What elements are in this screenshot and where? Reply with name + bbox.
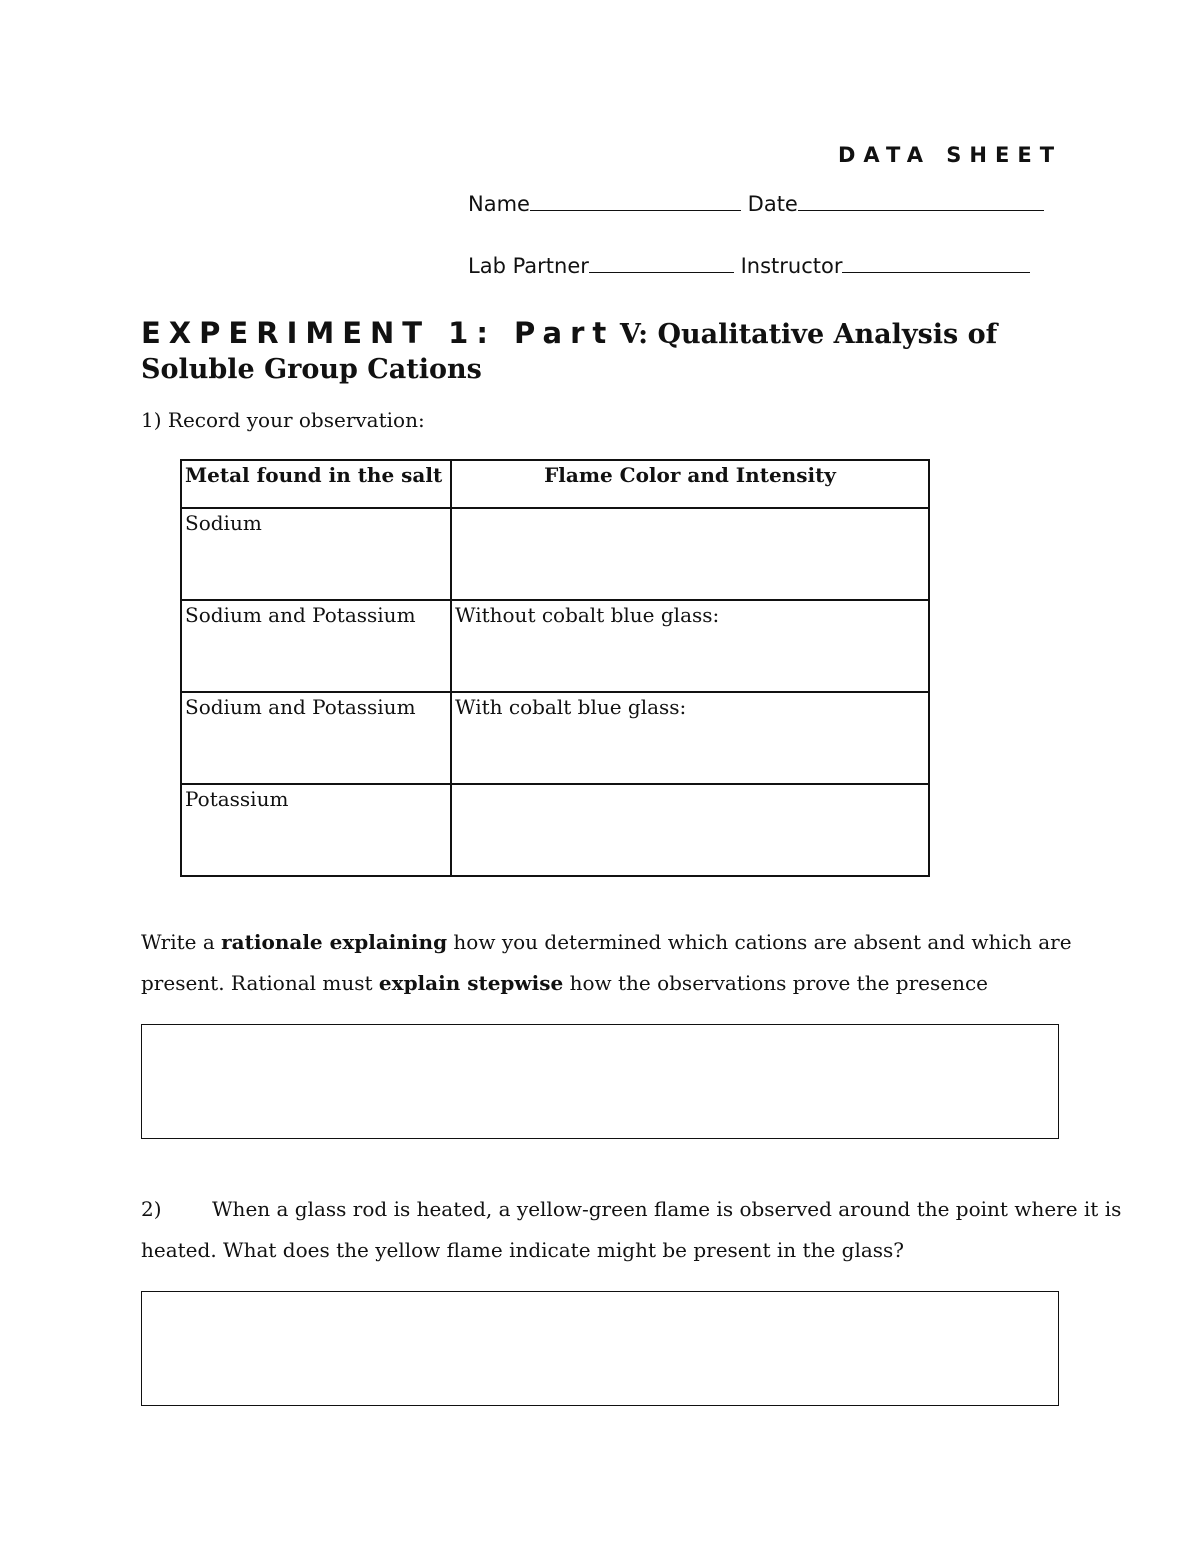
metal-cell: Sodium and Potassium <box>181 600 451 692</box>
name-label: Name <box>468 192 530 216</box>
experiment-part-label: EXPERIMENT 1: Part <box>141 316 615 350</box>
header-flame-color: Flame Color and Intensity <box>451 460 929 508</box>
rationale-line2 <box>141 971 988 995</box>
rationale-answer-box[interactable] <box>141 1024 1059 1139</box>
table-header-row <box>181 460 929 508</box>
name-blank[interactable] <box>530 190 741 211</box>
date-label: Date <box>747 192 798 216</box>
flame-cell[interactable]: With cobalt blue glass: <box>451 692 929 784</box>
question2-line1: When a glass rod is heated, a yellow-green flame is observed around the point where it is <box>212 1197 1122 1221</box>
question2-answer-box[interactable] <box>141 1291 1059 1406</box>
rationale-bold: explain stepwise <box>378 971 564 995</box>
flame-cell[interactable] <box>451 784 929 876</box>
table-row <box>181 692 929 784</box>
header-metal: Metal found in the salt <box>181 460 451 508</box>
rationale-text: how the observations prove the presence <box>563 971 989 995</box>
rationale-line1 <box>141 930 1072 954</box>
metal-cell: Potassium <box>181 784 451 876</box>
instructor-blank[interactable] <box>842 252 1030 273</box>
question2-number: 2) <box>141 1197 162 1221</box>
lab-partner-label: Lab Partner <box>468 254 589 278</box>
table-row <box>181 508 929 600</box>
observation-table <box>180 459 930 877</box>
metal-cell: Sodium <box>181 508 451 600</box>
flame-cell[interactable]: Without cobalt blue glass: <box>451 600 929 692</box>
date-blank[interactable] <box>798 190 1044 211</box>
question1-prompt: 1) Record your observation: <box>141 408 425 432</box>
experiment-title <box>141 316 997 350</box>
flame-cell[interactable] <box>451 508 929 600</box>
lab-partner-blank[interactable] <box>589 252 734 273</box>
metal-cell: Sodium and Potassium <box>181 692 451 784</box>
rationale-bold: rationale explaining <box>221 930 448 954</box>
rationale-text: Write a <box>141 930 222 954</box>
rationale-text: present. Rational must <box>141 971 379 995</box>
table-row <box>181 600 929 692</box>
name-date-row <box>468 190 1044 216</box>
rationale-text: how you determined which cations are absent and which are <box>447 930 1072 954</box>
data-sheet-title: DATA SHEET <box>838 143 1063 167</box>
table-row <box>181 784 929 876</box>
experiment-title-rest: V: Qualitative Analysis of <box>619 319 998 350</box>
instructor-label: Instructor <box>740 254 843 278</box>
partner-instructor-row <box>468 252 1030 278</box>
experiment-title-line2: Soluble Group Cations <box>141 354 482 385</box>
question2-line2: heated. What does the yellow flame indicate might be present in the glass? <box>141 1238 905 1262</box>
